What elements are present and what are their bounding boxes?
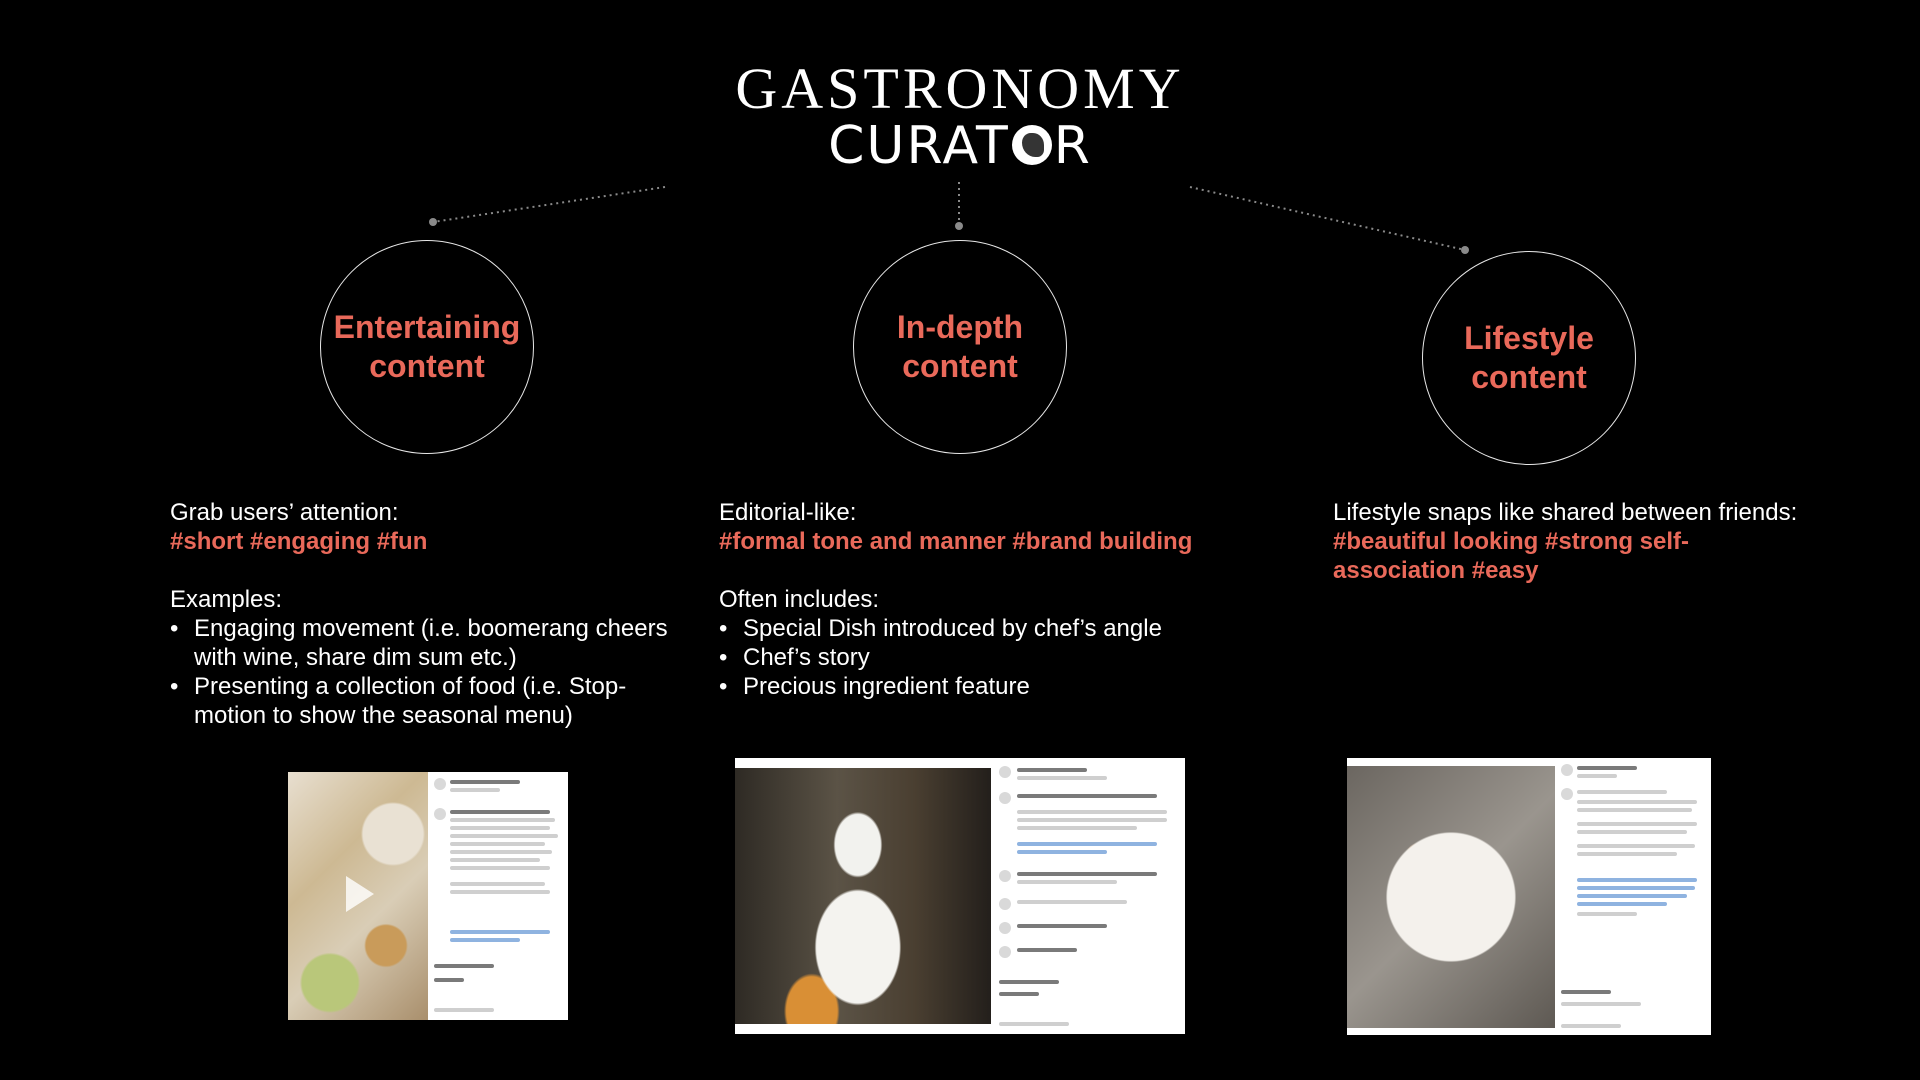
entertaining-tags: #short #engaging #fun — [170, 528, 428, 555]
in-depth-bullets — [719, 614, 1259, 701]
list-item: • Chef’s story — [743, 643, 1259, 672]
lifestyle-description — [1333, 498, 1833, 585]
connector-right — [1190, 187, 1465, 250]
circle-in-depth — [853, 240, 1067, 454]
circle-lifestyle — [1422, 251, 1636, 465]
connector-middle-dot — [955, 222, 963, 230]
in-depth-intro: Editorial-like: — [719, 499, 857, 526]
entertaining-intro: Grab users’ attention: — [170, 499, 399, 526]
in-depth-description — [719, 498, 1259, 701]
logo-wordmark-gastronomy: GASTRONOMY — [735, 56, 1185, 121]
entertaining-title: Entertaining content — [333, 309, 521, 384]
post-caption-pane — [991, 758, 1185, 1034]
logo-r-text: R — [1053, 116, 1092, 176]
list-item: • Engaging movement (i.e. boomerang cheers with wine, share dim sum etc.) — [194, 614, 690, 672]
in-depth-title: In-depth content — [896, 309, 1024, 384]
lifestyle-title: Lifestyle content — [1464, 320, 1594, 395]
post-caption-pane — [1555, 758, 1711, 1035]
instagram-post-screenshot-lifestyle — [1347, 758, 1711, 1035]
in-depth-tags: #formal tone and manner #brand building — [719, 528, 1193, 555]
lifestyle-intro: Lifestyle snaps like shared between friends: — [1333, 499, 1798, 526]
instagram-post-screenshot-entertaining — [288, 772, 568, 1020]
in-depth-examples-label: Often includes: — [719, 586, 880, 613]
play-icon — [346, 876, 374, 912]
lifestyle-tags: #beautiful looking #strong self-association #easy — [1333, 528, 1690, 584]
chef-photo — [735, 768, 991, 1024]
post-caption-pane — [428, 772, 568, 1020]
entertaining-description — [170, 498, 690, 730]
connector-left — [433, 187, 665, 222]
connector-left-dot — [429, 218, 437, 226]
entertaining-bullets — [170, 614, 690, 730]
connector-right-dot — [1461, 246, 1469, 254]
list-item: • Special Dish introduced by chef’s angle — [743, 614, 1259, 643]
logo-curat-text: CURAT — [828, 116, 1010, 176]
list-item: • Presenting a collection of food (i.e. Stop-motion to show the seasonal menu) — [194, 672, 690, 730]
food-photo — [288, 772, 428, 1020]
list-item: • Precious ingredient feature — [743, 672, 1259, 701]
entertaining-examples-label: Examples: — [170, 586, 283, 613]
instagram-post-screenshot-in-depth — [735, 758, 1185, 1034]
circle-entertaining — [320, 240, 534, 454]
table-spread-photo — [1347, 766, 1555, 1028]
